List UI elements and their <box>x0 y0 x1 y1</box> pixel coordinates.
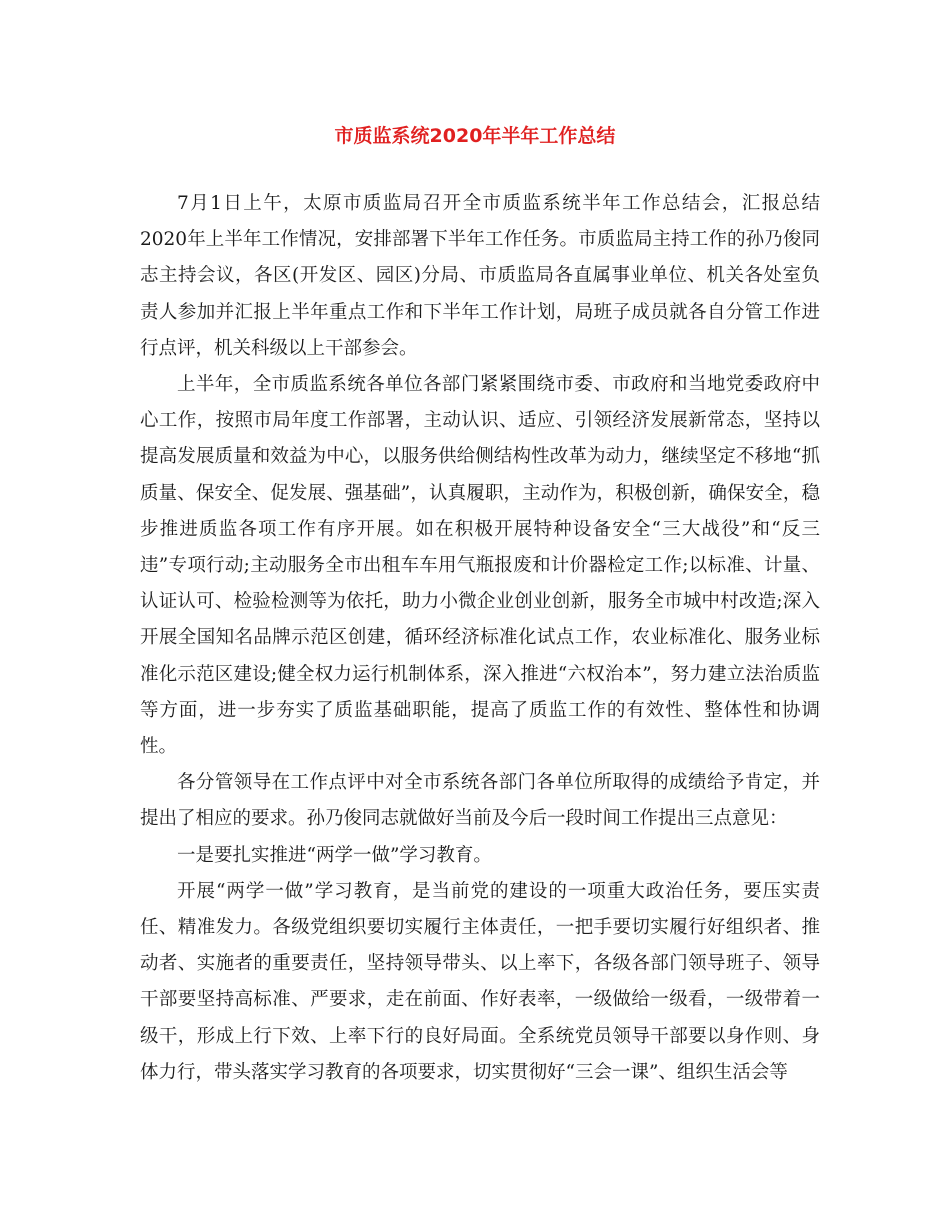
paragraph-point-one-detail: 开展“两学一做”学习教育，是当前党的建设的一项重大政治任务，要压实责任、精准发力。各级党组织要切实履行主体责任，一把手要切实履行好组织者、推动者、实施者的重要责任，坚持领导带头、以上率下，各级各部门领导班子、领导干部要坚持高标准、严要求，走在前面、作好表率，一级做给一级看，一级带着一级干，形成上行下效、上率下行的良好局面。全系统党员领导干部要以身作则、身体力行，带头落实学习教育的各项要求，切实贯彻好“三会一课”、组织生活会等 <box>140 880 820 1083</box>
document-body <box>140 186 820 1091</box>
document-title: 市质监系统2020年半年工作总结 <box>334 125 616 147</box>
paragraph-point-one-heading: 一是要扎实推进“两学一做”学习教育。 <box>177 844 492 866</box>
paragraph-leader-comments: 各分管领导在工作点评中对全市系统各部门各单位所取得的成绩给予肯定，并提出了相应的要求。孙乃俊同志就做好当前及今后一段时间工作提出三点意见： <box>140 772 820 830</box>
paragraph-meeting-overview: 7月1日上午，太原市质监局召开全市质监系统半年工作总结会，汇报总结2020年上半年工作情况，安排部署下半年工作任务。市质监局主持工作的孙乃俊同志主持会议，各区(开发区、园区)分局、市质监局各直属事业单位、机关各处室负责人参加并汇报上半年重点工作和下半年工作计划，局班子成员就各自分管工作进行点评，机关科级以上干部参会。 <box>140 193 820 359</box>
paragraph-first-half-achievements: 上半年，全市质监系统各单位各部门紧紧围绕市委、市政府和当地党委政府中心工作，按照市局年度工作部署，主动认识、适应、引领经济发展新常态，坚持以提高发展质量和效益为中心，以服务供给侧结构性改革为动力，继续坚定不移地“抓质量、保安全、促发展、强基础”，认真履职，主动作为，积极创新，确保安全，稳步推进质监各项工作有序开展。如在积极开展特种设备安全“三大战役”和“反三违”专项行动;主动服务全市出租车车用气瓶报废和计价器检定工作;以标准、计量、认证认可、检验检测等为依托，助力小微企业创业创新，服务全市城中村改造;深入开展全国知名品牌示范区创建，循环经济标准化试点工作，农业标准化、服务业标准化示范区建设;健全权力运行机制体系，深入推进“六权治本”，努力建立法治质监等方面，进一步夯实了质监基础职能，提高了质监工作的有效性、整体性和协调性。 <box>140 374 820 758</box>
